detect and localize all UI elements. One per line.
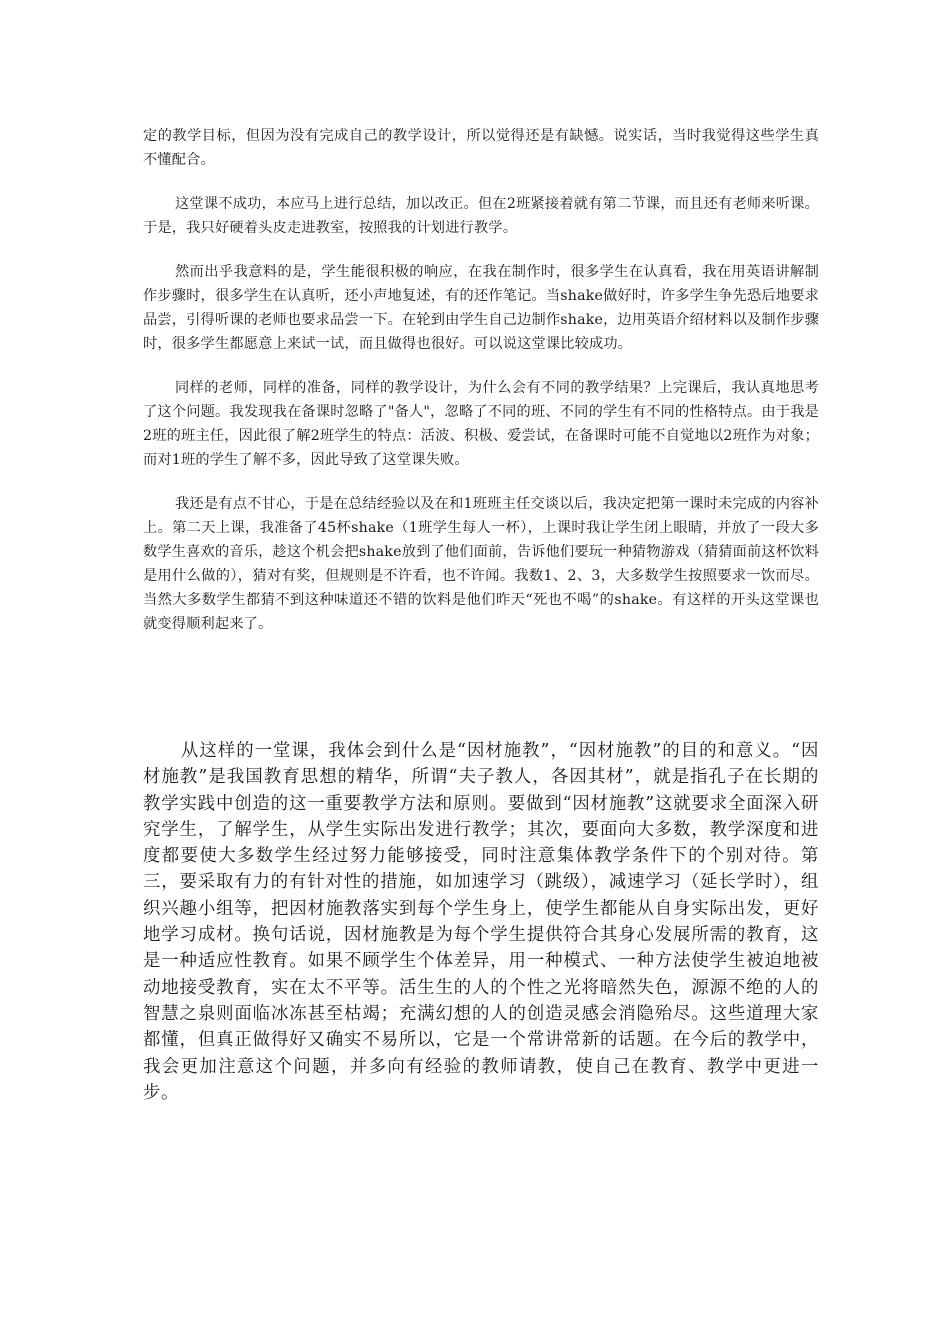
paragraph-4: 同样的老师，同样的准备，同样的教学设计，为什么会有不同的教学结果？上完课后，我认真地思考了这个问题。我发现我在备课时忽略了"备人"，忽略了不同的班、不同的学生有不同的性格特点。由于我是2班的班主任，因此很了解2班学生的特点：活波、积极、爱尝试，在备课时可能不自觉地以2班作为对象；而对1班的学生了解不多，因此导致了这堂课失败。 bbox=[143, 380, 819, 468]
paragraph-6: 从这样的一堂课，我体会到什么是“因材施教”，“因材施教”的目的和意义。“因材施教”是我国教育思想的精华，所谓“夫子教人，各因其材”，就是指孔子在长期的教学实践中创造的这一重要教学方法和原则。要做到“因材施教”这就要求全面深入研究学生，了解学生，从学生实际出发进行教学；其次，要面向大多数，教学深度和进度都要使大多数学生经过努力能够接受，同时注意集体教学条件下的个别对待。第三，要采取有力的有针对性的措施，如加速学习（跳级），减速学习（延长学时），组织兴趣小组等，把因材施教落实到每个学生身上，使学生都能从自身实际出发，更好地学习成材。换句话说，因材施教是为每个学生提供符合其身心发展所需的教育，这是一种适应性教育。如果不顾学生个体差异，用一种模式、一种方法使学生被迫地被动地接受教育，实在太不平等。活生生的人的个性之光将暗然失色，源源不绝的人的智慧之泉则面临冰冻甚至枯竭；充满幻想的人的创造灵感会消隐殆尽。这些道理大家都懂，但真正做得好又确实不易所以，它是一个常讲常新的话题。在今后的教学中，我会更加注意这个问题，并多向有经验的教师请教，使自己在教育、教学中更进一步。 bbox=[143, 741, 819, 1103]
body-text-small bbox=[143, 124, 819, 656]
paragraph-2: 这堂课不成功，本应马上进行总结，加以改正。但在2班紧接着就有第二节课，而且还有老师来听课。于是，我只好硬着头皮走进教室，按照我的计划进行教学。 bbox=[143, 196, 819, 236]
paragraph-5: 我还是有点不甘心，于是在总结经验以及在和1班班主任交谈以后，我决定把第一课时未完成的内容补上。第二天上课，我准备了45杯shake（1班学生每人一杯），上课时我让学生闭上眼睛，并放了一段大多数学生喜欢的音乐，趁这个机会把shake放到了他们面前，告诉他们要玩一种猜物游戏（猜猜面前这杯饮料是用什么做的），猜对有奖，但规则是不许看，也不许闻。我数1、2、3，大多数学生按照要求一饮而尽。当然大多数学生都猜不到这种味道还不错的饮料是他们昨天“死也不喝”的shake。有这样的开头这堂课也就变得顺利起来了。 bbox=[143, 496, 819, 632]
paragraph-3: 然而出乎我意料的是，学生能很积极的响应，在我在制作时，很多学生在认真看，我在用英语讲解制作步骤时，很多学生在认真听，还小声地复述，有的还作笔记。当shake做好时，许多学生争先恐后地要求品尝，引得听课的老师也要求品尝一下。在轮到由学生自己边制作shake，边用英语介绍材料以及制作步骤时，很多学生都愿意上来试一试，而且做得也很好。可以说这堂课比较成功。 bbox=[143, 264, 819, 352]
paragraph-1: 定的教学目标，但因为没有完成自己的教学设计，所以觉得还是有缺憾。说实话，当时我觉得这些学生真不懂配合。 bbox=[143, 128, 819, 168]
body-text-large bbox=[143, 738, 819, 1106]
